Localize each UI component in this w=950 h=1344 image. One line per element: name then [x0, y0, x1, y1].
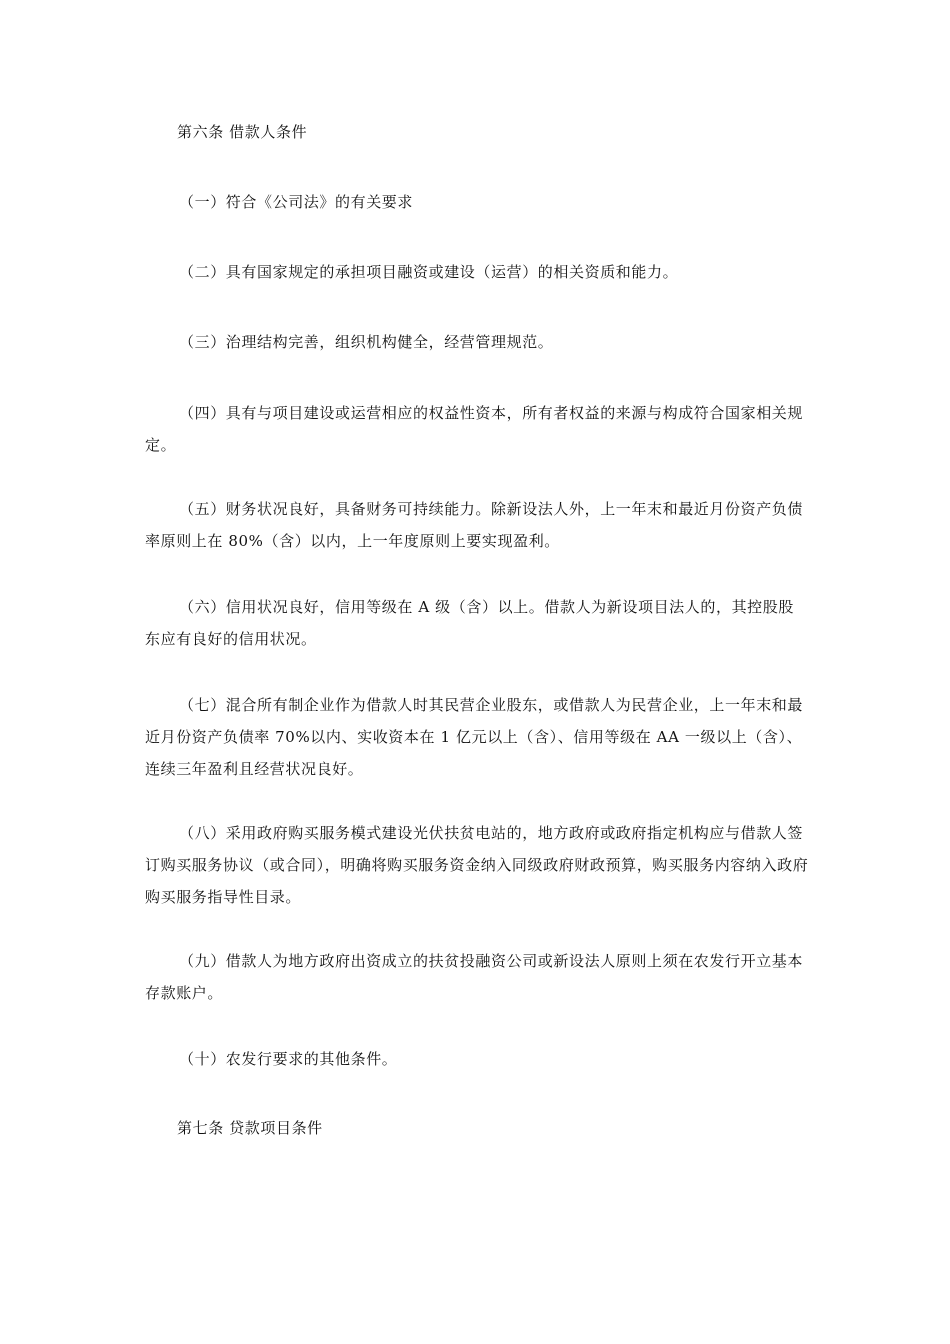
condition-item-1: （一）符合《公司法》的有关要求 [179, 193, 414, 211]
condition-item-5: （五）财务状况良好，具备财务可持续能力。除新设法人外，上一年末和最近月份资产负债率原则上在 80%（含）以内，上一年度原则上要实现盈利。 [145, 500, 804, 550]
condition-item-10: （十）农发行要求的其他条件。 [179, 1050, 398, 1068]
article-7-heading: 第七条 贷款项目条件 [177, 1119, 323, 1137]
article-6-heading: 第六条 借款人条件 [177, 123, 308, 141]
condition-item-9: （九）借款人为地方政府出资成立的扶贫投融资公司或新设法人原则上须在农发行开立基本存款账户。 [145, 952, 804, 1002]
condition-item-6: （六）信用状况良好，信用等级在 A 级（含）以上。借款人为新设项目法人的，其控股股东应有良好的信用状况。 [145, 598, 794, 648]
condition-item-8: （八）采用政府购买服务模式建设光伏扶贫电站的，地方政府或政府指定机构应与借款人签订购买服务协议（或合同），明确将购买服务资金纳入同级政府财政预算，购买服务内容纳入政府购买服务指导性目录。 [145, 824, 809, 906]
condition-item-4: （四）具有与项目建设或运营相应的权益性资本，所有者权益的来源与构成符合国家相关规定。 [145, 404, 804, 454]
condition-item-2: （二）具有国家规定的承担项目融资或建设（运营）的相关资质和能力。 [179, 263, 679, 281]
condition-item-3: （三）治理结构完善，组织机构健全，经营管理规范。 [179, 333, 554, 351]
condition-item-7: （七）混合所有制企业作为借款人时其民营企业股东，或借款人为民营企业，上一年末和最近月份资产负债率 70%以内、实收资本在 1 亿元以上（含）、信用等级在 AA 一级以上（含）、连续三年盈利且经营状况良好。 [145, 696, 804, 778]
